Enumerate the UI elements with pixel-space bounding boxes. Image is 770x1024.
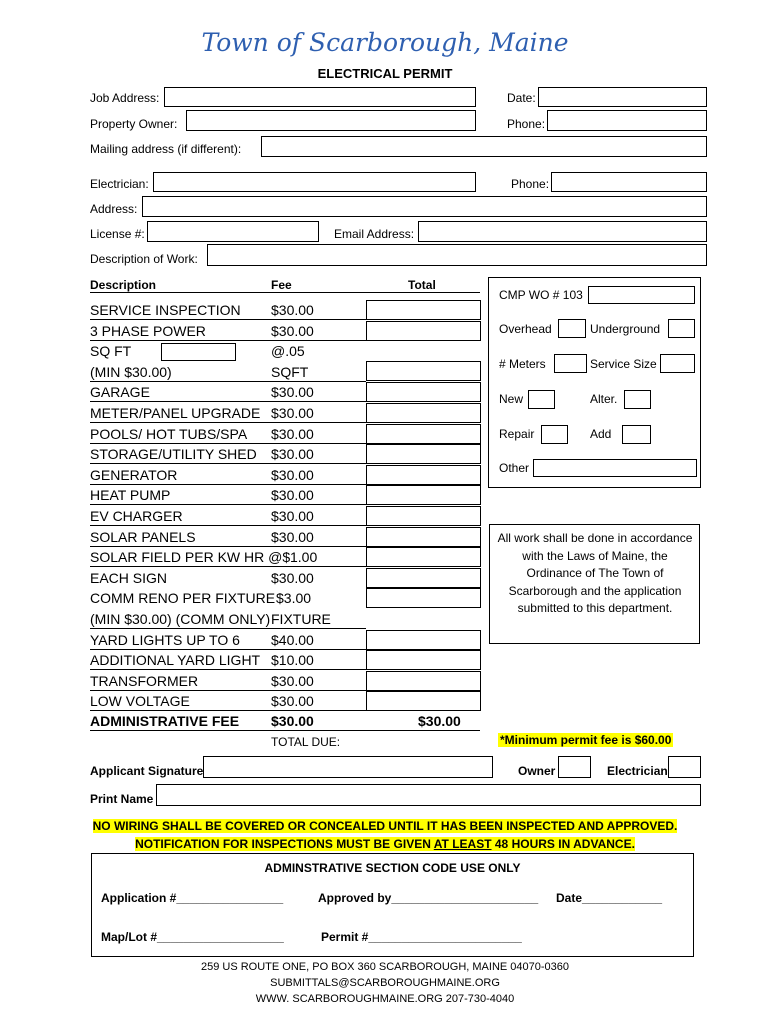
form-title: ELECTRICAL PERMIT <box>317 66 453 81</box>
fee-item-name: SOLAR FIELD PER KW HR @$ <box>90 549 291 566</box>
fee-total-field[interactable] <box>366 424 481 444</box>
fee-total-field[interactable] <box>366 403 481 423</box>
fee-item-name: GARAGE <box>90 384 150 401</box>
fee-total-field[interactable] <box>366 444 481 464</box>
fee-row-rule <box>90 443 366 444</box>
work-description-field[interactable] <box>207 244 707 266</box>
license-label: License #: <box>90 227 145 241</box>
notice-line-1-text: NO WIRING SHALL BE COVERED OR CONCEALED UNTIL IT HAS BEEN INSPECTED AND APPROVED. <box>92 819 678 833</box>
town-title: Town of Scarborough, Maine <box>201 28 569 57</box>
notice-line-1 <box>0 819 770 833</box>
other-field[interactable] <box>533 459 697 477</box>
application-number: Application #________________ <box>101 891 284 905</box>
fee-item-name: YARD LIGHTS UP TO 6 <box>90 631 240 648</box>
approved-by: Approved by______________________ <box>318 891 539 905</box>
fee-total-field[interactable] <box>366 527 481 547</box>
overhead-checkbox[interactable] <box>558 319 586 338</box>
fee-total-field[interactable] <box>366 506 481 526</box>
admin-date: Date____________ <box>556 891 663 905</box>
electrician-phone-field[interactable] <box>551 172 707 192</box>
fee-item-name: STORAGE/UTILITY SHED <box>90 446 257 463</box>
work-description-label: Description of Work: <box>90 252 198 266</box>
mailing-address-field[interactable] <box>261 136 707 157</box>
fee-total-field[interactable] <box>366 568 481 588</box>
owner-checkbox[interactable] <box>558 756 591 778</box>
fee-item-fee: $10.00 <box>271 652 314 669</box>
fee-row-rule <box>90 649 366 650</box>
fee-total-field[interactable] <box>366 465 481 485</box>
alter-checkbox[interactable] <box>624 390 651 409</box>
applicant-signature-label: Applicant Signature <box>90 764 204 778</box>
fee-item-name: SERVICE INSPECTION <box>90 302 241 318</box>
map-lot: Map/Lot #___________________ <box>101 930 284 944</box>
license-field[interactable] <box>147 221 319 242</box>
mailing-address-label: Mailing address (if different): <box>90 142 242 156</box>
fee-item-fee: $30.00 <box>271 302 314 318</box>
fee-total-field[interactable] <box>366 588 481 608</box>
electrician-address-label: Address: <box>90 202 138 216</box>
fee-row-rule <box>90 628 366 629</box>
fee-total-field[interactable] <box>366 485 481 505</box>
fee-total-field[interactable] <box>366 691 481 711</box>
header-rule <box>90 292 480 293</box>
underground-checkbox[interactable] <box>668 319 695 338</box>
print-name-label: Print Name <box>90 792 154 806</box>
electrician-phone-label: Phone: <box>511 177 550 191</box>
fee-item-fee: $3.00 <box>276 590 312 607</box>
fee-item-name: SOLAR PANELS <box>90 528 196 545</box>
fee-item-fee: $30.00 <box>271 693 314 710</box>
fee-row-rule <box>90 504 366 505</box>
cmp-panel <box>488 277 701 488</box>
footer-web[interactable]: WWW. SCARBOROUGHMAINE.ORG 207-730-4040 <box>255 993 515 1005</box>
fee-row-rule <box>90 484 366 485</box>
col-total: Total <box>408 278 436 292</box>
fee-total-field[interactable] <box>366 382 481 402</box>
fee-item-name: LOW VOLTAGE <box>90 693 190 710</box>
fee-total-field[interactable] <box>366 321 481 341</box>
notice-line-2-underlined: AT LEAST <box>433 837 492 851</box>
total-due-label: TOTAL DUE: <box>271 735 341 749</box>
fee-item-name: GENERATOR <box>90 466 178 483</box>
fee-item-name: EV CHARGER <box>90 508 183 524</box>
cmp-wo-label: CMP WO # 103 <box>499 288 583 302</box>
minimum-fee-note: *Minimum permit fee is $60.00 <box>500 733 672 747</box>
fee-row-rule <box>90 463 366 464</box>
fee-item-name: (MIN $30.00) (COMM ONLY) <box>90 611 271 627</box>
new-checkbox[interactable] <box>528 390 555 409</box>
fee-item-name: (MIN $30.00) <box>90 363 172 380</box>
fee-item-fee: $30.00 <box>271 466 314 483</box>
col-description: Description <box>90 278 157 292</box>
fee-item-fee: SQFT <box>271 363 309 380</box>
fee-item-name: HEAT PUMP <box>90 487 171 504</box>
date-field[interactable] <box>538 87 707 107</box>
fee-total-field[interactable] <box>366 361 481 381</box>
fee-item-fee: FIXTURE <box>271 611 331 627</box>
fee-item-fee: $30.00 <box>271 528 314 545</box>
email-label: Email Address: <box>334 227 415 241</box>
sqft-field[interactable] <box>161 343 236 361</box>
fee-row-rule <box>90 710 366 711</box>
other-label: Other <box>499 461 530 475</box>
fee-item-name: ADDITIONAL YARD LIGHT <box>90 652 261 669</box>
electrician-address-field[interactable] <box>142 196 707 217</box>
notice-line-2 <box>0 837 770 851</box>
fee-row-rule <box>90 340 366 341</box>
fee-row-rule <box>90 566 366 567</box>
fee-item-name: POOLS/ HOT TUBS/SPA <box>90 425 248 442</box>
add-label: Add <box>590 427 612 441</box>
admin-rule <box>90 730 480 731</box>
cmp-wo-field[interactable] <box>588 286 695 304</box>
job-address-label: Job Address: <box>90 91 160 105</box>
footer-address: 259 US ROUTE ONE, PO BOX 360 SCARBOROUGH, MAINE 04070-0360 <box>200 961 570 973</box>
fee-total-field[interactable] <box>366 650 481 670</box>
print-name-field[interactable] <box>156 784 701 806</box>
meters-field[interactable] <box>554 354 587 373</box>
fee-item-name: TRANSFORMER <box>90 672 199 689</box>
owner-label: Owner <box>518 764 556 778</box>
fee-row-rule <box>90 422 366 423</box>
fee-total-field[interactable] <box>366 671 481 691</box>
fee-total-field[interactable] <box>366 300 481 320</box>
col-fee: Fee <box>271 278 292 292</box>
fee-total-field[interactable] <box>366 547 481 567</box>
fee-item-name: EACH SIGN <box>90 569 168 586</box>
notice-line-2-post: 48 HOURS IN ADVANCE. <box>491 837 635 851</box>
fee-item-fee: $30.00 <box>271 446 314 463</box>
repair-label: Repair <box>499 427 535 441</box>
property-owner-label: Property Owner: <box>90 117 178 131</box>
add-checkbox[interactable] <box>622 425 651 444</box>
fee-item-fee: 1.00 <box>290 549 318 566</box>
fee-row-rule <box>90 669 366 670</box>
fee-item-name: 3 PHASE POWER <box>90 322 206 339</box>
fee-item-fee: $30.00 <box>271 322 314 339</box>
underground-label: Underground <box>590 322 661 336</box>
fee-item-name: METER/PANEL UPGRADE <box>90 405 261 421</box>
fee-item-name: COMM RENO PER FIXTURE <box>90 590 276 607</box>
fee-item-fee: $40.00 <box>271 631 314 648</box>
new-label: New <box>499 392 524 406</box>
electrician-field[interactable] <box>153 172 476 192</box>
fee-row-rule <box>90 546 366 547</box>
electrician-label: Electrician: <box>90 177 149 191</box>
alter-label: Alter. <box>590 392 618 406</box>
owner-phone-label: Phone: <box>507 117 546 131</box>
fee-row-rule <box>90 690 366 691</box>
footer-email[interactable]: SUBMITTALS@SCARBOROUGHMAINE.ORG <box>270 977 500 989</box>
fee-item-fee: @.05 <box>271 343 305 360</box>
fee-row-rule <box>90 525 366 526</box>
overhead-label: Overhead <box>499 322 552 336</box>
fee-item-fee: $30.00 <box>271 508 314 524</box>
laws-note-text: All work shall be done in accordance with the Laws of Maine, the Ordinance of The Town of Scarborough and the application submitted to this department. <box>497 531 693 615</box>
date-label: Date: <box>507 91 536 105</box>
fee-item-name: SQ FT <box>90 343 132 360</box>
admin-fee-value: $30.00 <box>271 713 314 729</box>
job-address-field[interactable] <box>164 87 476 107</box>
fee-total-field[interactable] <box>366 630 481 650</box>
fee-item-fee: $30.00 <box>271 569 314 586</box>
property-owner-field[interactable] <box>186 110 476 131</box>
notice-line-2-pre: NOTIFICATION FOR INSPECTIONS MUST BE GIVEN <box>135 837 434 851</box>
email-field[interactable] <box>418 221 707 242</box>
admin-fee-label: ADMINISTRATIVE FEE <box>90 713 240 729</box>
electrician-sig-label: Electrician <box>607 764 668 778</box>
fee-item-fee: $30.00 <box>271 425 314 442</box>
admin-fee-total: $30.00 <box>418 713 461 729</box>
repair-checkbox[interactable] <box>541 425 568 444</box>
applicant-signature-field[interactable] <box>203 756 493 778</box>
admin-section-title: ADMINSTRATIVE SECTION CODE USE ONLY <box>264 861 521 875</box>
fee-item-fee: $30.00 <box>271 384 314 401</box>
fee-item-fee: $30.00 <box>271 672 314 689</box>
fee-item-fee: $30.00 <box>271 487 314 504</box>
fee-row-rule <box>90 319 366 320</box>
electrician-checkbox[interactable] <box>668 756 701 778</box>
owner-phone-field[interactable] <box>547 110 707 131</box>
service-size-field[interactable] <box>660 354 695 373</box>
fee-row-rule <box>90 401 366 402</box>
service-size-label: Service Size <box>590 357 657 371</box>
fee-row-rule <box>90 381 366 382</box>
meters-label: # Meters <box>499 357 546 371</box>
fee-item-fee: $30.00 <box>271 405 314 421</box>
permit-number: Permit #_______________________ <box>321 930 522 944</box>
